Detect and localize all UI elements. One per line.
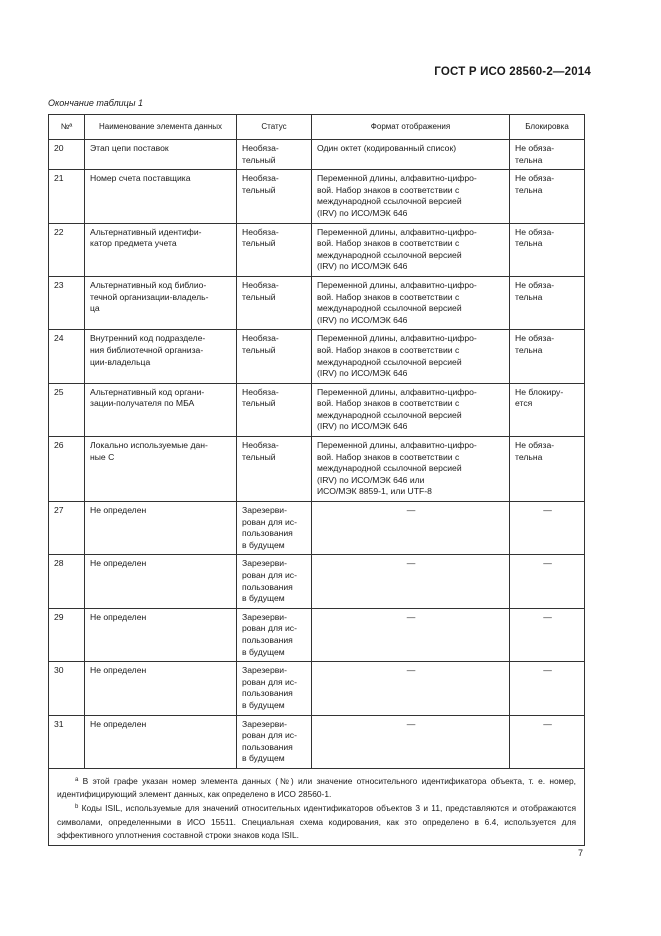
cell-block: Не обяза- тельна xyxy=(510,170,585,223)
cell-status: Необяза- тельный xyxy=(237,140,312,170)
cell-format: Один октет (кодированный список) xyxy=(312,140,510,170)
cell-format: Переменной длины, алфавитно-цифро- вой. Набор знаков в соответствии с международной ссылочной версией (IRV) по ИСО/МЭК 646 xyxy=(312,330,510,383)
cell-block: Не блокиру- ется xyxy=(510,383,585,436)
note-b-text: Коды ISIL, используемые для значений относительных идентификаторов объектов 3 и 11, представляются и отображаются символами, определенными в ИСО 15511. Специальная схема кодирования, как это определено в 6.4, используется для эффективного уплотнения составной строки знаков кода ISIL. xyxy=(57,803,576,840)
table-row xyxy=(49,383,585,436)
table-row xyxy=(49,170,585,223)
cell-format: — xyxy=(312,662,510,715)
cell-name: Локально используемые дан- ные С xyxy=(85,437,237,502)
cell-name: Не определен xyxy=(85,555,237,608)
cell-status: Зарезерви- рован для ис- пользования в будущем xyxy=(237,555,312,608)
column-header-format: Формат отображения xyxy=(312,115,510,140)
cell-status: Зарезерви- рован для ис- пользования в будущем xyxy=(237,715,312,768)
table-row xyxy=(49,330,585,383)
cell-name: Не определен xyxy=(85,608,237,661)
cell-name: Не определен xyxy=(85,715,237,768)
cell-block: — xyxy=(510,502,585,555)
cell-status: Зарезерви- рован для ис- пользования в будущем xyxy=(237,502,312,555)
cell-status: Необяза- тельный xyxy=(237,383,312,436)
table-body xyxy=(49,140,585,769)
note-b xyxy=(57,801,576,842)
cell-name: Внутренний код подразделе- ния библиотечной организа- ции-владельца xyxy=(85,330,237,383)
table-notes xyxy=(49,768,585,845)
cell-block: Не обяза- тельна xyxy=(510,330,585,383)
table-row xyxy=(49,437,585,502)
note-b-marker: b xyxy=(75,804,79,811)
cell-name: Альтернативный код библио- течной организации-владель- ца xyxy=(85,276,237,329)
cell-name: Этап цепи поставок xyxy=(85,140,237,170)
cell-number: 22 xyxy=(49,223,85,276)
cell-block: Не обяза- тельна xyxy=(510,437,585,502)
cell-block: — xyxy=(510,662,585,715)
cell-number: 29 xyxy=(49,608,85,661)
cell-status: Необяза- тельный xyxy=(237,223,312,276)
table-header-row xyxy=(49,115,585,140)
cell-format: — xyxy=(312,608,510,661)
cell-status: Зарезерви- рован для ис- пользования в будущем xyxy=(237,662,312,715)
cell-status: Необяза- тельный xyxy=(237,330,312,383)
cell-block: Не обяза- тельна xyxy=(510,223,585,276)
column-header-block: Блокировка xyxy=(510,115,585,140)
data-elements-table xyxy=(48,114,585,846)
cell-number: 25 xyxy=(49,383,85,436)
table-row xyxy=(49,662,585,715)
table-row xyxy=(49,608,585,661)
table-caption: Окончание таблицы 1 xyxy=(48,98,143,108)
cell-number: 30 xyxy=(49,662,85,715)
document-header: ГОСТ Р ИСО 28560-2—2014 xyxy=(434,66,591,78)
column-header-status: Статус xyxy=(237,115,312,140)
cell-format: — xyxy=(312,715,510,768)
cell-format: Переменной длины, алфавитно-цифро- вой. Набор знаков в соответствии с международной ссылочной версией (IRV) по ИСО/МЭК 646 xyxy=(312,170,510,223)
cell-number: 28 xyxy=(49,555,85,608)
cell-format: — xyxy=(312,555,510,608)
cell-block: Не обяза- тельна xyxy=(510,140,585,170)
column-header-name: Наименование элемента данных xyxy=(85,115,237,140)
notes-row xyxy=(49,768,585,845)
cell-number: 26 xyxy=(49,437,85,502)
page-number: 7 xyxy=(578,848,584,858)
note-a-text: В этой графе указан номер элемента данных (№) или значение относительного идентификатора объекта, т. е. номер, идентифицирующий элемент данных, как определено в ИСО 28560-1. xyxy=(57,775,577,800)
cell-status: Необяза- тельный xyxy=(237,437,312,502)
table-row xyxy=(49,223,585,276)
cell-block: Не обяза- тельна xyxy=(510,276,585,329)
cell-format: Переменной длины, алфавитно-цифро- вой. Набор знаков в соответствии с международной ссылочной версией (IRV) по ИСО/МЭК 646 xyxy=(312,383,510,436)
table-row xyxy=(49,276,585,329)
table-row xyxy=(49,140,585,170)
cell-name: Не определен xyxy=(85,662,237,715)
table-row xyxy=(49,502,585,555)
cell-number: 31 xyxy=(49,715,85,768)
cell-block: — xyxy=(510,555,585,608)
cell-number: 20 xyxy=(49,140,85,170)
cell-status: Зарезерви- рован для ис- пользования в будущем xyxy=(237,608,312,661)
cell-number: 27 xyxy=(49,502,85,555)
cell-format: Переменной длины, алфавитно-цифро- вой. Набор знаков в соответствии с международной ссылочной версией (IRV) по ИСО/МЭК 646 xyxy=(312,223,510,276)
cell-status: Необяза- тельный xyxy=(237,170,312,223)
table-row xyxy=(49,555,585,608)
note-a xyxy=(57,774,576,801)
cell-format: Переменной длины, алфавитно-цифро- вой. Набор знаков в соответствии с международной ссылочной версией (IRV) по ИСО/МЭК 646 xyxy=(312,276,510,329)
column-header-number: №ª xyxy=(49,115,85,140)
cell-format: Переменной длины, алфавитно-цифро- вой. Набор знаков в соответствии с международной ссылочной версией (IRV) по ИСО/МЭК 646 или ИСО/МЭК 8859-1, или UTF-8 xyxy=(312,437,510,502)
note-a-marker: a xyxy=(75,776,79,783)
cell-format: — xyxy=(312,502,510,555)
cell-name: Номер счета поставщика xyxy=(85,170,237,223)
table-row xyxy=(49,715,585,768)
cell-number: 23 xyxy=(49,276,85,329)
cell-block: — xyxy=(510,715,585,768)
cell-name: Не определен xyxy=(85,502,237,555)
cell-name: Альтернативный идентифи- катор предмета учета xyxy=(85,223,237,276)
cell-number: 21 xyxy=(49,170,85,223)
cell-number: 24 xyxy=(49,330,85,383)
cell-status: Необяза- тельный xyxy=(237,276,312,329)
cell-name: Альтернативный код органи- зации-получателя по МБА xyxy=(85,383,237,436)
cell-block: — xyxy=(510,608,585,661)
